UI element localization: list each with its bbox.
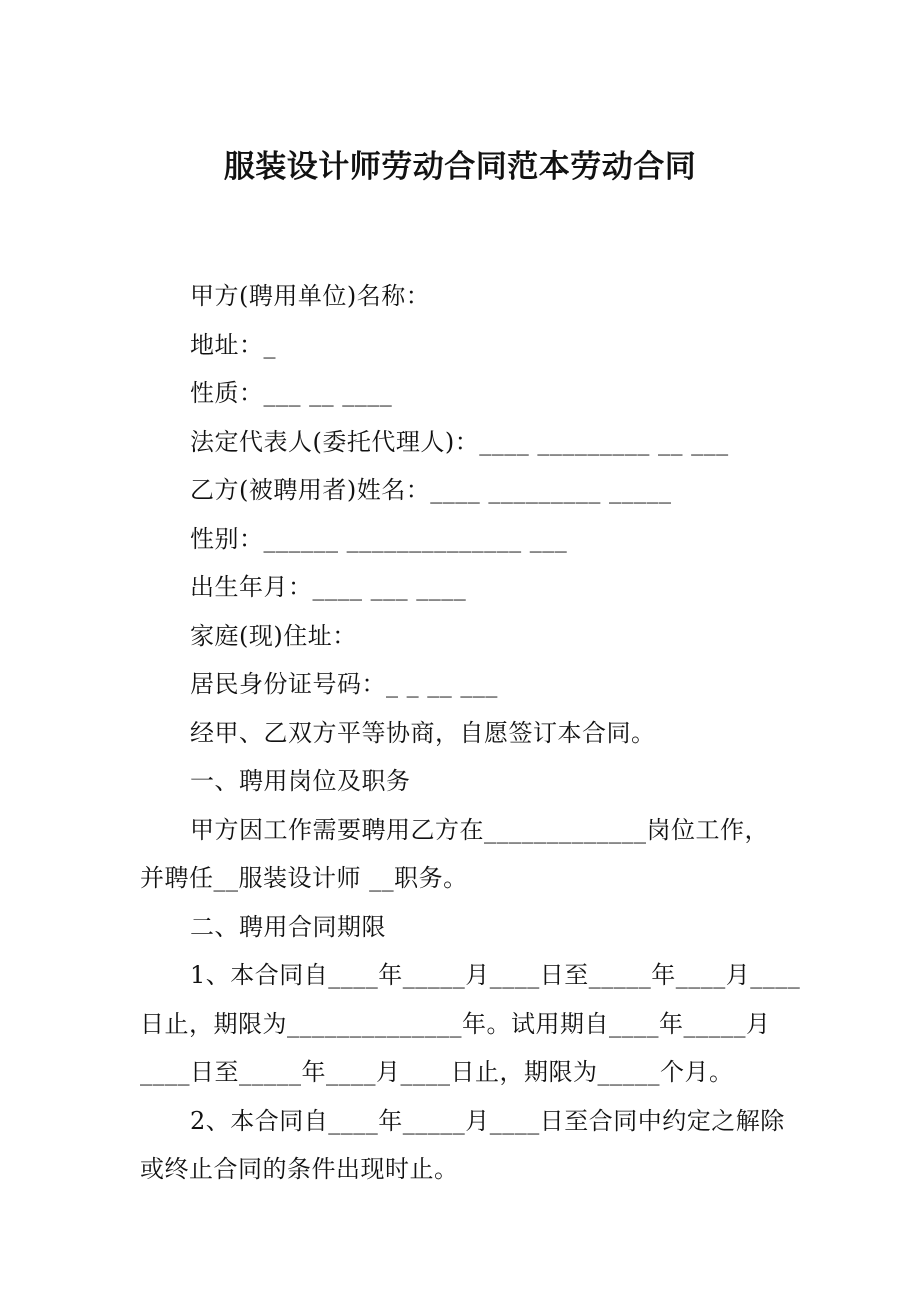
clause-2-line-1: 2、本合同自____年_____月____日至合同中约定之解除 — [190, 1106, 785, 1135]
gender-line: 性别：______ ______________ ___ — [190, 524, 568, 553]
legal-representative-line: 法定代表人(委托代理人)：____ _________ __ ___ — [190, 427, 729, 456]
party-b-name-line: 乙方(被聘用者)姓名：____ _________ _____ — [190, 476, 672, 504]
birth-date-line: 出生年月：____ ___ ____ — [190, 573, 467, 601]
id-number-line: 居民身份证号码：_ _ __ ___ — [190, 670, 498, 698]
clause-1-line-3: ____日至_____年____月____日止，期限为_____个月。 — [140, 1058, 734, 1086]
section-1-paragraph-line-2: 并聘任__服装设计师 __职务。 — [140, 864, 468, 892]
home-address-line: 家庭(现)住址： — [190, 621, 357, 650]
clause-1-line-1: 1、本合同自____年_____月____日至_____年____月____ — [190, 961, 801, 989]
section-heading-2: 二、聘用合同期限 — [190, 912, 386, 941]
section-heading-1: 一、聘用岗位及职务 — [190, 767, 411, 795]
agreement-statement: 经甲、乙双方平等协商，自愿签订本合同。 — [190, 718, 656, 747]
document-body — [140, 272, 801, 1194]
section-1-paragraph-line-1: 甲方因工作需要聘用乙方在_____________岗位工作， — [190, 815, 769, 844]
party-a-name-line: 甲方(聘用单位)名称： — [190, 282, 431, 310]
party-a-nature-line: 性质：___ __ ____ — [190, 379, 393, 407]
party-a-address-line: 地址：_ — [190, 330, 276, 359]
document-title: 服装设计师劳动合同范本劳动合同 — [223, 149, 697, 185]
clause-1-line-2: 日止，期限为______________年。试用期自____年_____月 — [140, 1009, 771, 1038]
clause-2-line-2: 或终止合同的条件出现时止。 — [140, 1155, 459, 1183]
